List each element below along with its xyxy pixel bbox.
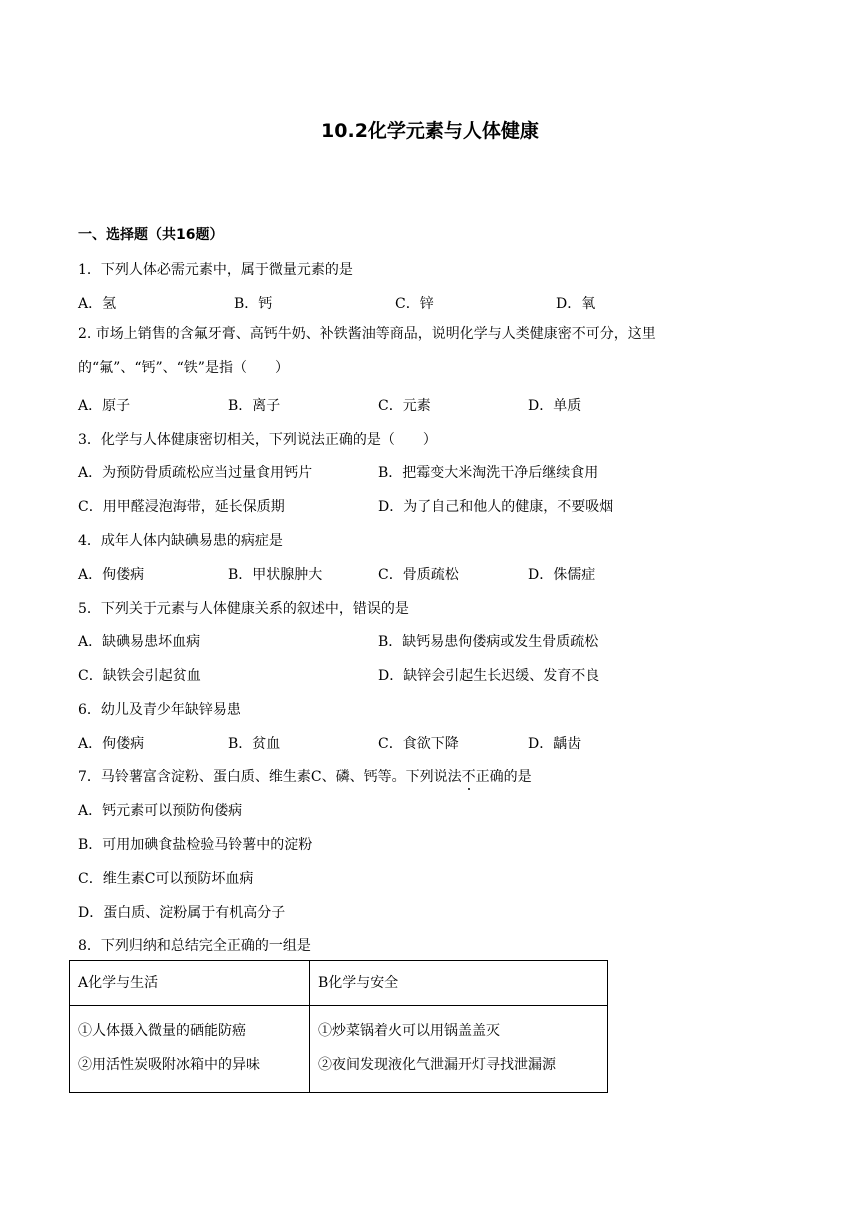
- question-3-option-c[interactable]: C．用甲醛浸泡海带，延长保质期: [78, 499, 285, 515]
- question-5-option-c[interactable]: C．缺铁会引起贫血: [78, 668, 201, 684]
- question-7-option-a[interactable]: A．钙元素可以预防佝偻病: [78, 803, 243, 819]
- question-3-stem: 3．化学与人体健康密切相关，下列说法正确的是（ ）: [78, 432, 437, 448]
- question-5-option-d[interactable]: D．缺锌会引起生长迟缓、发育不良: [378, 668, 600, 684]
- table-cell-a: [70, 1006, 310, 1093]
- question-6-option-d[interactable]: D．龋齿: [528, 736, 582, 752]
- question-8-table: [69, 960, 608, 1093]
- question-3-options-row2: [78, 496, 782, 516]
- question-8-stem: 8．下列归纳和总结完全正确的一组是: [78, 938, 311, 954]
- question-7-stem-emphasis: 不: [461, 769, 476, 785]
- question-6-options: [78, 733, 782, 753]
- question-2-options: [78, 395, 782, 415]
- question-1-options: [78, 293, 782, 313]
- question-3-option-b[interactable]: B．把霉变大米淘洗干净后继续食用: [378, 465, 599, 481]
- question-2-option-b[interactable]: B．离子: [228, 398, 281, 414]
- section-heading: 一、选择题（共16题）: [78, 227, 224, 243]
- question-2-stem: 2. 市场上销售的含氟牙膏、高钙牛奶、补铁酱油等商品，说明化学与人类健康密不可分，这里的“氟”、“钙”、“铁”是指（ ）: [78, 326, 656, 376]
- question-5-options-row1: [78, 631, 782, 651]
- question-4-option-b[interactable]: B．甲状腺肿大: [228, 567, 323, 583]
- table-header-b: B化学与安全: [310, 961, 608, 1006]
- document-title: 10.2化学元素与人体健康: [321, 120, 539, 142]
- table-a-line-1: ①人体摄入微量的硒能防癌: [78, 1023, 246, 1039]
- question-5-option-b[interactable]: B．缺钙易患佝偻病或发生骨质疏松: [378, 634, 599, 650]
- question-7-option-c[interactable]: C．维生素C可以预防坏血病: [78, 871, 254, 887]
- question-4-option-d[interactable]: D．侏儒症: [528, 567, 596, 583]
- question-5-stem: 5．下列关于元素与人体健康关系的叙述中，错误的是: [78, 601, 409, 617]
- question-1-option-a[interactable]: A．氢: [78, 296, 117, 312]
- table-header-a: A化学与生活: [70, 961, 310, 1006]
- question-4-option-a[interactable]: A．佝偻病: [78, 567, 145, 583]
- question-4-options: [78, 564, 782, 584]
- question-4-stem: 4．成年人体内缺碘易患的病症是: [78, 533, 283, 549]
- question-3-options-row1: [78, 462, 782, 482]
- question-7-stem-after: 正确的是: [475, 769, 532, 785]
- question-6-option-b[interactable]: B．贫血: [228, 736, 281, 752]
- question-7-option-b[interactable]: B．可用加碘食盐检验马铃薯中的淀粉: [78, 837, 313, 853]
- question-2-option-a[interactable]: A．原子: [78, 398, 131, 414]
- question-3-option-a[interactable]: A．为预防骨质疏松应当过量食用钙片: [78, 465, 313, 481]
- question-1-option-c[interactable]: C．锌: [395, 296, 434, 312]
- table-a-line-2: ②用活性炭吸附冰箱中的异味: [78, 1057, 260, 1073]
- question-1-stem: 1．下列人体必需元素中，属于微量元素的是: [78, 262, 353, 278]
- question-1-option-b[interactable]: B．钙: [234, 296, 273, 312]
- table-b-line-2: ②夜间发现液化气泄漏开灯寻找泄漏源: [318, 1057, 556, 1073]
- question-6-option-a[interactable]: A．佝偻病: [78, 736, 145, 752]
- question-3-option-d[interactable]: D．为了自己和他人的健康，不要吸烟: [378, 499, 614, 515]
- question-6-stem: 6．幼儿及青少年缺锌易患: [78, 702, 241, 718]
- question-2-option-c[interactable]: C．元素: [378, 398, 431, 414]
- question-7-option-d[interactable]: D．蛋白质、淀粉属于有机高分子: [78, 905, 286, 921]
- question-1-option-d[interactable]: D．氧: [556, 296, 596, 312]
- question-2-option-d[interactable]: D．单质: [528, 398, 582, 414]
- question-5-options-row2: [78, 665, 782, 685]
- question-7-stem: [78, 766, 532, 786]
- question-4-option-c[interactable]: C．骨质疏松: [378, 567, 459, 583]
- question-7-stem-before: 7．马铃薯富含淀粉、蛋白质、维生素C、磷、钙等。下列说法: [78, 769, 462, 785]
- question-6-option-c[interactable]: C．食欲下降: [378, 736, 459, 752]
- question-5-option-a[interactable]: A．缺碘易患坏血病: [78, 634, 201, 650]
- table-cell-b: [310, 1006, 608, 1093]
- table-b-line-1: ①炒菜锅着火可以用锅盖盖灭: [318, 1023, 500, 1039]
